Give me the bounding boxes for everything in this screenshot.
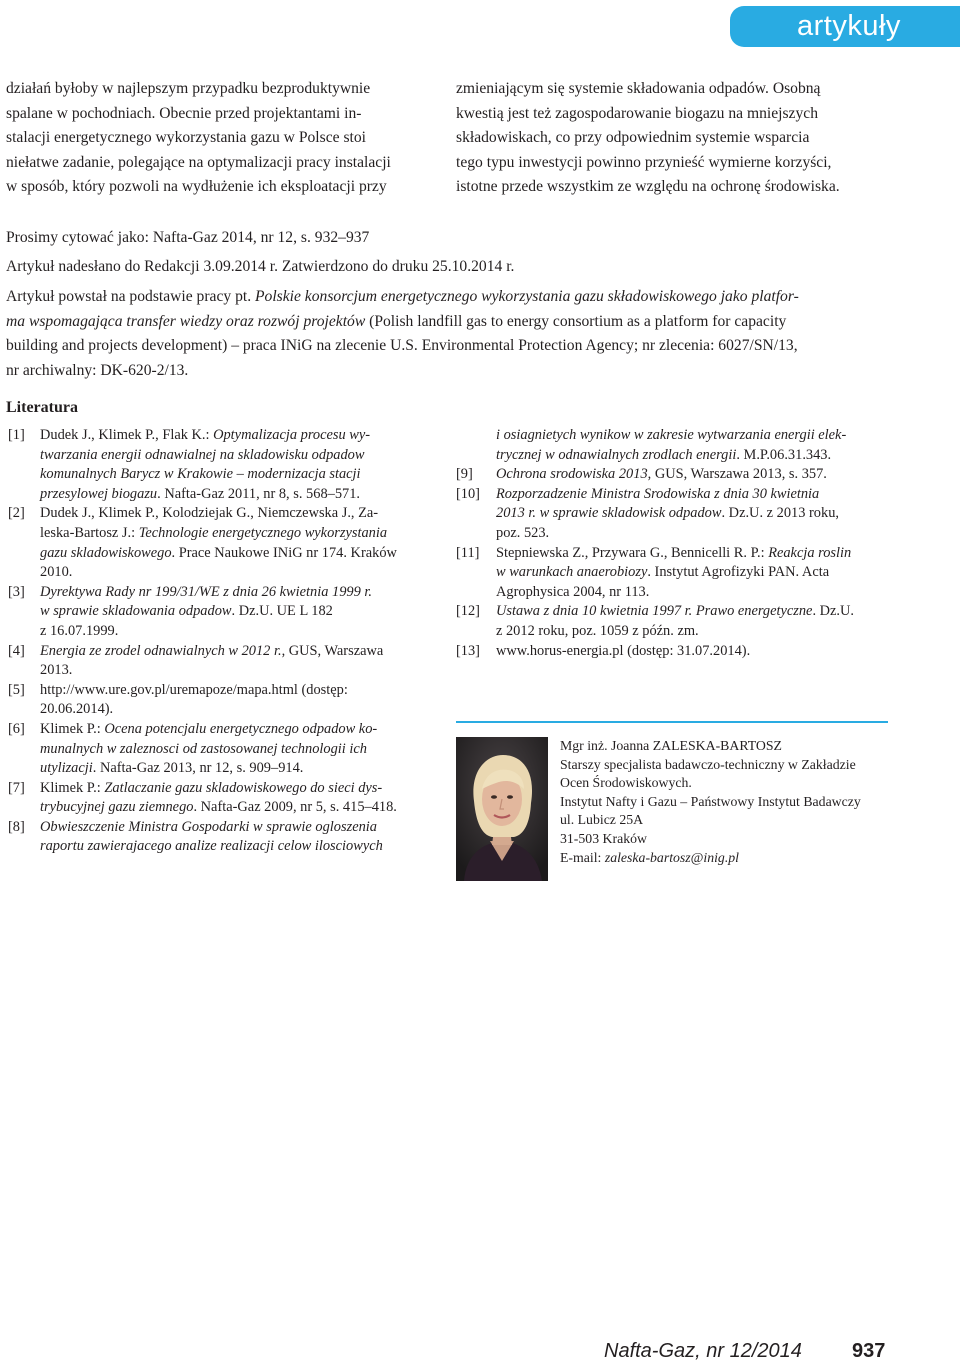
reference-line [40,465,434,485]
reference-line [40,642,434,662]
email-label: E-mail: [560,849,605,865]
reference-item [456,602,888,641]
reference-line [40,485,434,505]
reference-item [456,485,888,544]
reference-title: raportu zawierajacego analize realizacji celow ilosciowych [40,838,383,855]
reference-text: . Nafta-Gaz 2011, nr 8, s. 568–571. [157,485,361,502]
reference-text: z 2012 roku, poz. 1059 z późn. zm. [496,622,699,639]
reference-line [496,563,888,583]
reference-number: [12] [456,603,480,620]
author-info [560,737,861,867]
reference-line [496,583,888,603]
reference-text: . Nafta-Gaz 2009, nr 5, s. 415–418. [193,799,397,816]
reference-number: [5] [8,681,25,698]
reference-line [496,465,888,485]
reference-title: w sprawie skladowania odpadow [40,603,232,620]
basis-title: Polskie konsorcjum energetycznego wykorzystania gazu składowiskowego jako platfor- [255,288,799,305]
author-email[interactable]: zaleska-bartosz@inig.pl [604,849,740,865]
reference-title: w warunkach anaerobiozy [496,564,648,581]
basis-line: building and projects development) – praca INiG na zlecenie U.S. Environmental Protection Agency; nr zlecenia: 6027/SN/13, [6,337,798,355]
reference-line [496,642,888,662]
author-role: Starszy specjalista badawczo-techniczny w Zakładzie [560,756,856,772]
reference-text: . M.P.06.31.343. [736,446,832,463]
reference-line [40,759,434,779]
reference-text: . Dz.U. z 2013 roku, [721,505,839,522]
reference-line [496,427,846,443]
reference-text: . Prace Naukowe INiG nr 174. Kraków [171,544,397,561]
reference-line [40,740,434,760]
reference-number: [6] [8,720,25,737]
reference-title: Energia ze zrodel odnawialnych w 2012 r. [40,642,282,659]
reference-title: Dyrektywa Rady nr 199/31/WE z dnia 26 kwietnia 1999 r. [40,583,373,600]
reference-item [6,426,434,504]
reference-line [40,446,434,466]
reference-title: trycznej w odnawialnych zrodlach energii [496,446,737,463]
reference-title: Ocena potencjalu energetycznego odpadow ko- [104,720,378,737]
author-photo [456,737,548,881]
reference-line [496,602,888,622]
reference-number: [1] [8,427,25,443]
reference-item [6,504,434,582]
reference-text: , GUS, Warszawa 2013, s. 357. [647,466,827,483]
reference-number: [7] [8,779,25,796]
reference-line [496,485,888,505]
reference-title: Ochrona srodowiska 2013 [496,466,648,483]
submission-dates: Artykuł nadesłano do Redakcji 3.09.2014 r. Zatwierdzono do druku 25.10.2014 r. [6,258,515,275]
reference-title: twarzania energii odnawialnej na skladowisku odpadow [40,446,365,463]
section-tab [730,6,960,47]
reference-text: . Dz.U. [812,603,855,620]
reference-number: [3] [8,583,25,600]
body-line: działań byłoby w najlepszym przypadku bezproduktywnie [6,80,371,97]
reference-number: [2] [8,505,25,522]
reference-item [456,642,888,662]
body-line: tego typu inwestycji powinno przynieść wymierne korzyści, [456,153,832,171]
body-line: istotne przede wszystkim ze względu na ochronę środowiska. [456,178,840,196]
reference-text: . Instytut Agrofizyki PAN. Acta [647,564,830,581]
reference-title: Zatlaczanie gazu skladowiskowego do sieci dys- [104,779,383,796]
author-name: Mgr inż. Joanna ZALESKA-BARTOSZ [560,738,782,753]
reference-continuation [456,426,888,465]
reference-title: Technologie energetycznego wykorzystania [138,524,388,541]
page-number: 937 [852,1340,886,1362]
reference-title: gazu skladowiskowego [40,544,172,561]
author-role: Ocen Środowiskowych. [560,775,692,791]
reference-number: [11] [456,544,480,561]
reference-text: http://www.ure.gov.pl/uremapoze/mapa.html (dostęp: [40,681,348,698]
reference-number: [13] [456,642,480,659]
reference-title: i osiagnietych wynikow w zakresie wytwarzania energii elek- [496,427,847,443]
reference-title: Rozporzadzenie Ministra Srodowiska z dnia 30 kwietnia [496,485,820,502]
reference-line [40,622,434,642]
reference-text: , GUS, Warszawa [281,642,384,659]
body-line: zmieniającym się systemie składowania odpadów. Osobną [456,80,821,97]
reference-line [40,583,434,603]
body-text-right [456,77,888,200]
reference-line [496,622,888,642]
reference-line [40,818,434,838]
reference-line [40,504,434,524]
reference-text: . Nafta-Gaz 2013, nr 12, s. 909–914. [92,760,304,777]
body-line: kwestią jest też zagospodarowanie biogazu na mniejszych [456,104,818,122]
reference-list-right [456,426,888,661]
reference-text: z 16.07.1999. [40,622,119,639]
reference-number: [9] [456,466,473,483]
reference-text: Dudek J., Klimek P., Kolodziejak G., Niemczewska J., Za- [40,505,379,522]
reference-text: Dudek J., Klimek P., Flak K.: [40,427,214,443]
reference-text: Klimek P.: [40,779,105,796]
portrait-image [456,737,548,881]
literature-heading: Literatura [6,399,78,416]
reference-line [40,544,434,564]
reference-line [40,837,434,857]
basis-text: Artykuł powstał na podstawie pracy pt. [6,288,256,305]
author-email-line [560,849,861,868]
body-line: składowiskach, co przy odpowiednim systemie wsparcia [456,129,810,147]
reference-line [40,681,434,701]
reference-line [40,563,434,583]
reference-item [6,642,434,681]
reference-title: przesylowej biogazu [40,485,158,502]
body-text-left [6,77,434,200]
reference-text: . Dz.U. UE L 182 [231,603,333,620]
reference-line [496,447,831,463]
reference-item [6,818,434,857]
reference-title: utylizacji [40,760,93,777]
reference-item [456,544,888,603]
basis-title: ma wspomagająca transfer wiedzy oraz rozwój projektów [6,312,366,330]
reference-item [6,681,434,720]
reference-item [456,465,888,485]
reference-title: munalnych w zaleznosci od zastosowanej technologii ich [40,740,367,757]
reference-line [40,524,434,544]
reference-line [40,720,434,740]
reference-line [496,544,888,564]
basis-text: (Polish landfill gas to energy consortium as a platform for capacity [365,312,787,330]
reference-line [40,602,434,622]
basis-line [6,285,888,310]
footer-journal: Nafta-Gaz, nr 12/2014 [604,1340,802,1362]
reference-text: 20.06.2014). [40,701,114,718]
reference-item [6,779,434,818]
reference-title: Reakcja roslin [768,544,852,561]
reference-text: www.horus-energia.pl (dostęp: 31.07.2014). [496,642,751,659]
reference-line [496,504,888,524]
reference-number: [4] [8,642,25,659]
author-institute: Instytut Nafty i Gazu – Państwowy Instytut Badawczy [560,793,861,809]
basis-line: nr archiwalny: DK-620-2/13. [6,361,189,379]
reference-title: komunalnych Barycz w Krakowie – modernizacja stacji [40,466,361,483]
author-street: ul. Lubicz 25A [560,812,644,828]
reference-item [6,583,434,642]
reference-title: 2013 r. w sprawie skladowisk odpadow [496,505,722,522]
reference-title: Optymalizacja procesu wy- [213,427,371,443]
reference-line [40,426,434,446]
reference-number: [10] [456,485,480,502]
basis-line [6,310,888,335]
reference-title: Obwieszczenie Ministra Gospodarki w sprawie ogloszenia [40,818,377,835]
reference-text: leska-Bartosz J.: [40,524,139,541]
body-line: w sposób, który pozwoli na wydłużenie ich eksploatacji przy [6,178,387,196]
body-line: spalane w pochodniach. Obecnie przed projektantami in- [6,104,362,122]
body-line: stalacji energetycznego wykorzystania gazu w Polsce stoi [6,129,366,147]
reference-list-left [6,426,434,857]
reference-line [40,661,434,681]
reference-line [40,779,434,799]
reference-line [40,700,434,720]
author-divider [456,721,888,723]
reference-text: 2013. [40,662,73,679]
citation-note: Prosimy cytować jako: Nafta-Gaz 2014, nr 12, s. 932–937 [6,229,370,246]
reference-text: poz. 523. [496,524,550,541]
reference-title: Ustawa z dnia 10 kwietnia 1997 r. Prawo energetyczne [496,603,813,620]
author-city: 31-503 Kraków [560,830,647,846]
reference-text: Agrophysica 2004, nr 113. [496,583,650,600]
reference-text: Stepniewska Z., Przywara G., Bennicelli R. P.: [496,544,769,561]
article-basis-note [6,285,888,383]
body-line: niełatwe zadanie, polegające na optymalizacji pracy instalacji [6,153,391,171]
reference-number: [8] [8,818,25,835]
reference-item [6,720,434,779]
reference-line [40,798,434,818]
reference-text: Klimek P.: [40,720,105,737]
reference-title: trybucyjnej gazu ziemnego [40,799,194,816]
reference-text: 2010. [40,564,73,581]
section-label: artykuły [797,10,901,42]
reference-line [496,524,888,544]
